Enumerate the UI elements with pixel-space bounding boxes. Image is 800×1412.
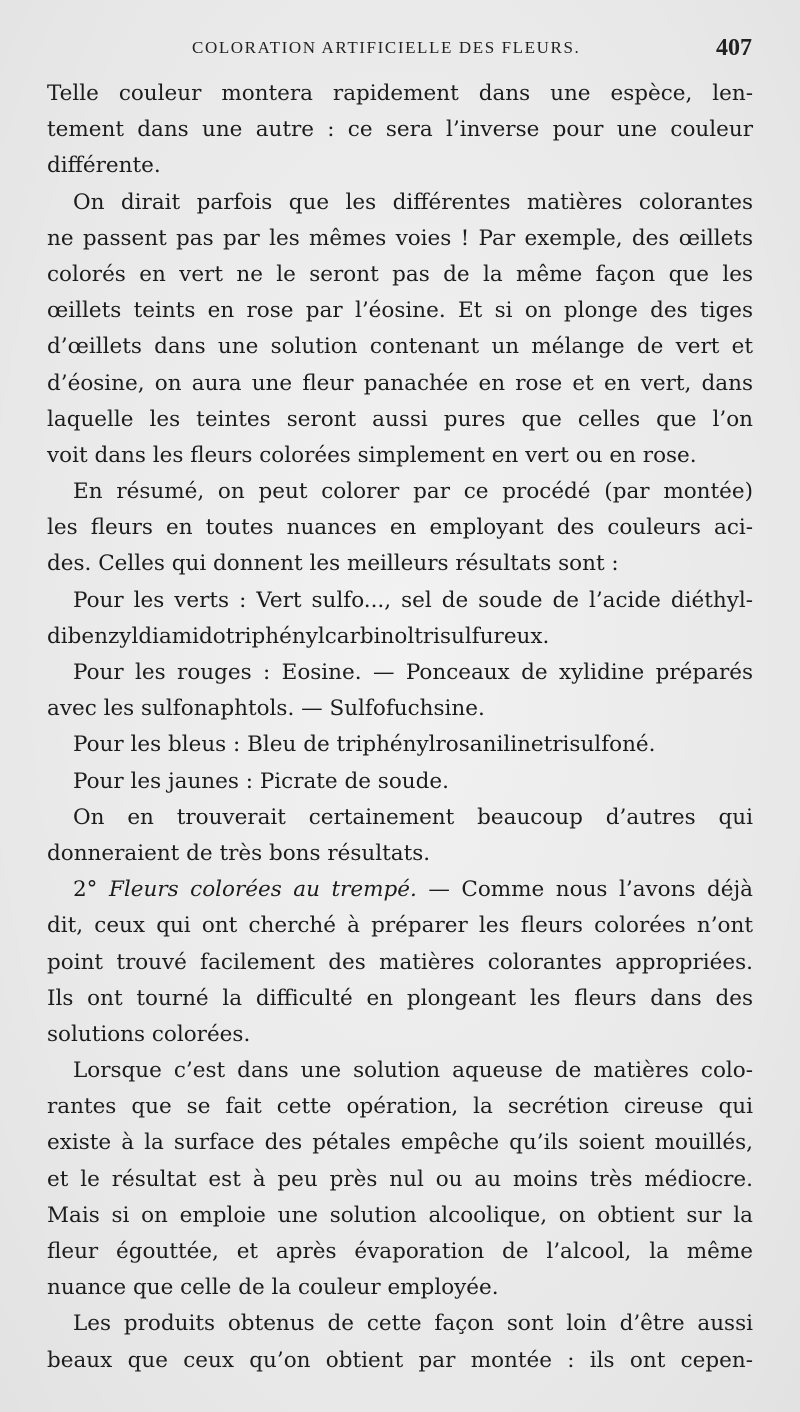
text-line: laquelle les teintes seront aussi pures que celles que l’on	[47, 406, 753, 432]
text-line: des. Celles qui donnent les meilleurs résultats sont :	[47, 551, 619, 577]
text-line: existe à la surface des pétales empêche qu’ils soient mouillés,	[47, 1130, 753, 1156]
text-line: Les produits obtenus de cette façon sont loin d’être aussi	[73, 1311, 753, 1337]
text-line: Mais si on emploie une solution alcoolique, on obtient sur la	[47, 1202, 753, 1228]
running-title: COLORATION ARTIFICIELLE DES FLEURS.	[192, 38, 581, 57]
running-head	[0, 35, 800, 68]
text-line: On dirait parfois que les différentes matières colorantes	[73, 189, 753, 215]
text-line: dibenzyldiamidotriphénylcarbinoltrisulfureux.	[47, 623, 550, 649]
text-line: d’éosine, on aura une fleur panachée en rose et en vert, dans	[47, 370, 753, 396]
text-line: En résumé, on peut colorer par ce procédé (par montée)	[73, 479, 753, 505]
text-line: point trouvé facilement des matières colorantes appropriées.	[47, 949, 753, 975]
text-line: Telle couleur montera rapidement dans une espèce, len-	[47, 81, 753, 106]
text-line: fleur égouttée, et après évaporation de l’alcool, la même	[47, 1239, 753, 1264]
text-line: dit, ceux qui ont cherché à préparer les fleurs colorées n’ont	[47, 913, 753, 939]
text-line: rantes que se fait cette opération, la secrétion cireuse qui	[47, 1094, 753, 1120]
text-line: On en trouverait certainement beaucoup d’autres qui	[73, 804, 753, 830]
text-line: les fleurs en toutes nuances en employant des couleurs aci-	[47, 515, 753, 541]
text-line: d’œillets dans une solution contenant un mélange de vert et	[47, 334, 753, 360]
text-line: avec les sulfonaphtols. — Sulfofuchsine.	[47, 696, 485, 722]
text-line: et le résultat est à peu près nul ou au moins très médiocre.	[47, 1166, 753, 1192]
text-line: beaux que ceux qu’on obtient par montée : ils ont cepen-	[47, 1347, 753, 1373]
text-line: nuance que celle de la couleur employée.	[47, 1275, 499, 1301]
text-line: colorés en vert ne le seront pas de la même façon que les	[47, 261, 753, 287]
text-line: différente.	[47, 153, 161, 179]
text-line: voit dans les fleurs colorées simplement en vert ou en rose.	[47, 442, 697, 468]
text-line: Pour les verts : Vert sulfo..., sel de soude de l’acide diéthyl-	[73, 587, 753, 613]
body-text	[47, 76, 753, 1379]
italic-run: Fleurs colorées au trempé.	[108, 877, 417, 903]
page-number: 407	[716, 35, 752, 61]
text-line: Ils ont tourné la difficulté en plongeant les fleurs dans des	[47, 985, 753, 1011]
text-line: Pour les bleus : Bleu de triphénylrosanilinetrisulfoné.	[73, 732, 656, 758]
text-line: Pour les jaunes : Picrate de soude.	[73, 768, 449, 794]
text-line: solutions colorées.	[47, 1021, 251, 1047]
text-line: Lorsque c’est dans une solution aqueuse de matières colo-	[73, 1058, 753, 1084]
text-line: donneraient de très bons résultats.	[47, 840, 431, 866]
text-line: ne passent pas par les mêmes voies ! Par exemple, des œillets	[47, 225, 753, 251]
text-line: œillets teints en rose par l’éosine. Et si on plonge des tiges	[47, 298, 753, 324]
text-line: Pour les rouges : Eosine. — Ponceaux de xylidine préparés	[73, 660, 753, 685]
text-line: 2° Fleurs colorées au trempé. — Comme nous l’avons déjà	[73, 877, 753, 903]
text-line: tement dans une autre : ce sera l’inverse pour une couleur	[47, 117, 753, 143]
